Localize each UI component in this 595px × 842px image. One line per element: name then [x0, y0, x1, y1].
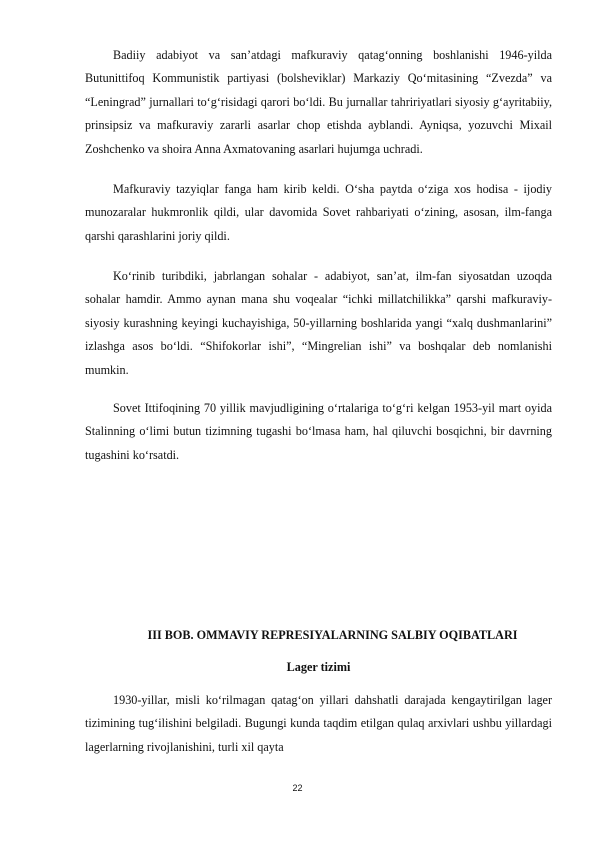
- paragraph-1: Badiiy adabiyot va san’atdagi mafkuraviy qatag‘onning boshlanishi 1946-yilda Butunittifoq Kommunistik partiyasi (bolsheviklar) Markaziy Qo‘mitasining “Zvezda” va “Leningrad” jurnallari to‘g‘risidagi qarori bo‘ldi. Bu jurnallar tahririyatlari siyosiy g‘ayritabiiy, prinsipsiz va mafkuraviy zararli asarlar chop etishda ayblandi. Ayniqsa, yozuvchi Mixail Zoshchenko va shoira Anna Axmatovaning asarlari hujumga uchradi.: [85, 48, 552, 156]
- paragraph-3: Ko‘rinib turibdiki, jabrlangan sohalar - adabiyot, san’at, ilm-fan siyosatdan uzoqda sohalar hamdir. Ammo aynan mana shu voqealar “ichki millatchilikka” qarshi mafkuraviy-siyosiy kurashning keyingi kuchayishiga, 50-yillarning boshlarida yangi “xalq dushmanlarini” izlashga asos bo‘ldi. “Shifokorlar ishi”, “Mingrelian ishi” va boshqalar deb nomlanishi mumkin.: [85, 269, 552, 377]
- paragraph-5: 1930-yillar, misli ko‘rilmagan qatag‘on yillari dahshatli darajada kengaytirilgan lager tizimining tug‘ilishini belgiladi. Bugungi kunda taqdim etilgan qulaq arxivlari ushbu yillardagi lagerlarning rivojlanishini, turli xil qayta: [85, 693, 552, 754]
- section-heading: Lager tizimi: [286, 660, 351, 674]
- paragraph-4: Sovet Ittifoqining 70 yillik mavjudligining o‘rtalariga to‘g‘ri kelgan 1953-yil mart oyida Stalinning o‘limi butun tizimning tugashi bo‘lmasa ham, hal qiluvchi bosqichni, bir davrning tugashini ko‘rsatdi.: [85, 401, 552, 462]
- paragraph-2: Mafkuraviy tazyiqlar fanga ham kirib keldi. O‘sha paytda o‘ziga xos hodisa - ijodiy munozaralar hukmronlik qildi, ular davomida Sovet rahbariyati o‘zining, asosan, ilm-fanga qarshi qarashlarini joriy qildi.: [85, 182, 552, 243]
- chapter-heading: III BOB. OMMAVIY REPRESIYALARNING SALBIY OQIBATLARI: [147, 628, 518, 642]
- page-number: 22: [292, 783, 303, 793]
